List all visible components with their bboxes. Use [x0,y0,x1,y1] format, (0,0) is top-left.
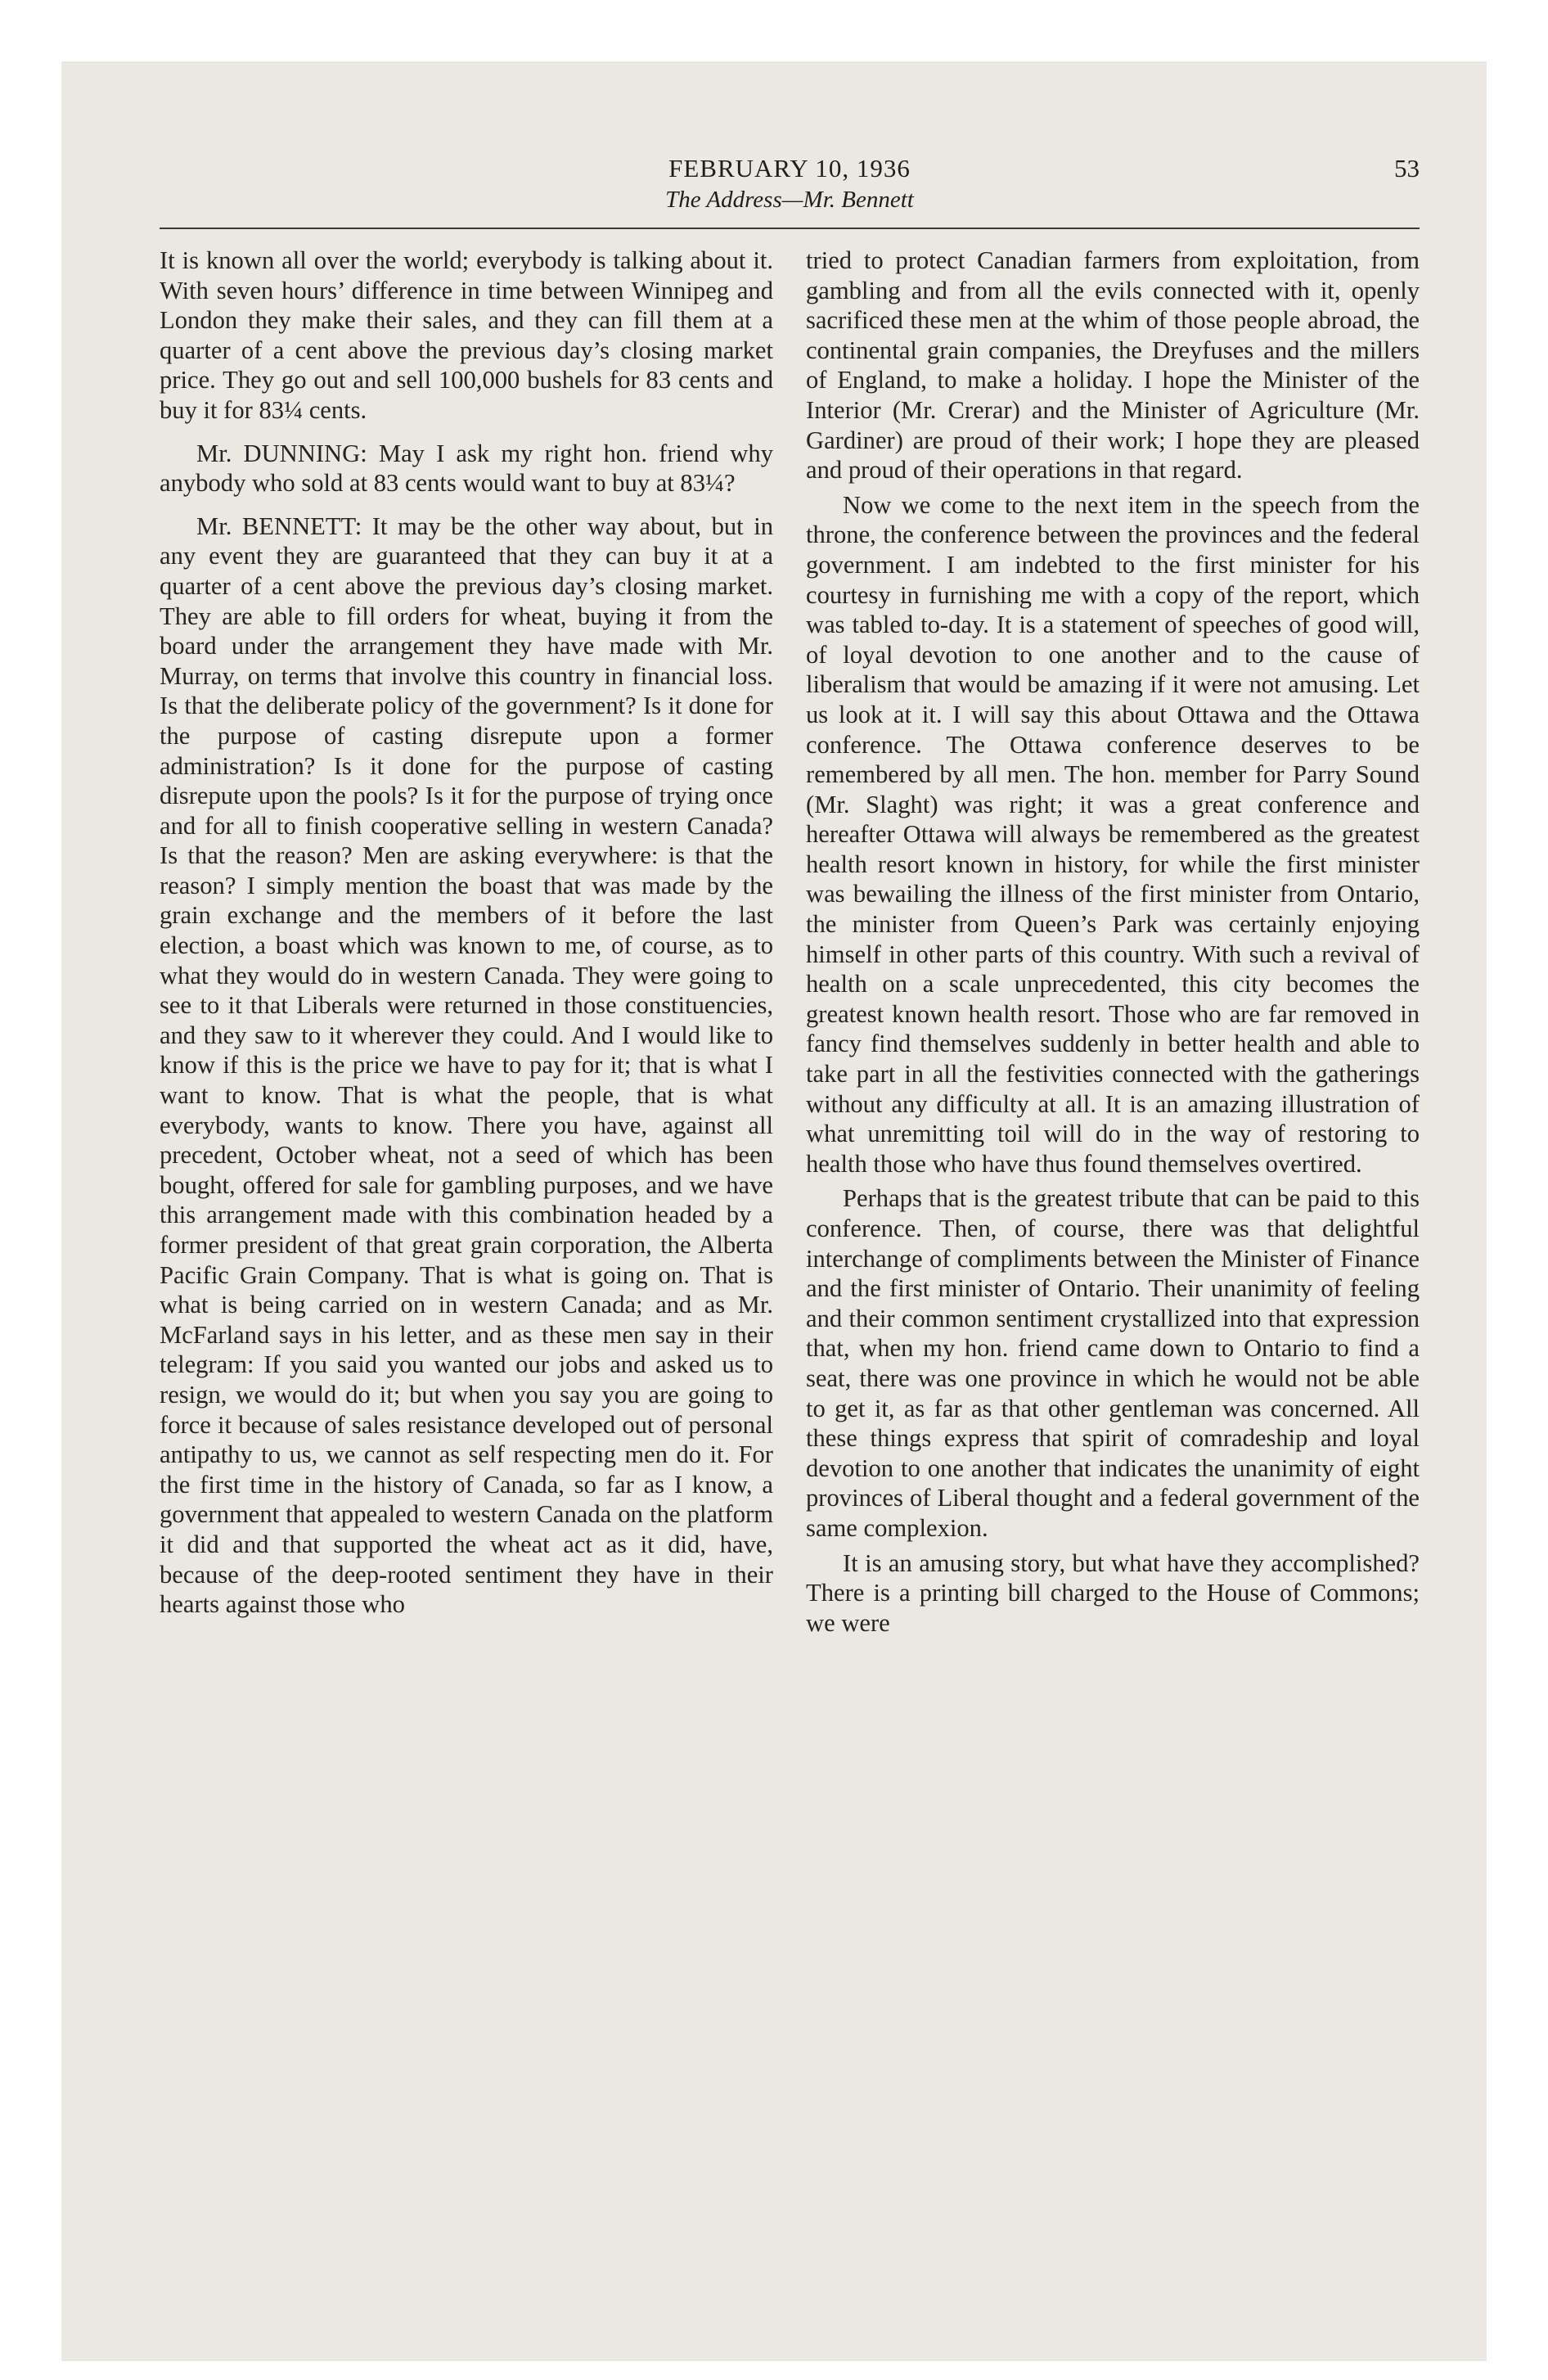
header-rule [160,228,1420,229]
paragraph: It is known all over the world; everybody is talking about it. With seven hours’ difference in time between Winnipeg and London they make their sales, and they can fill them at a quarter of a cent above the previous day’s closing market price. They go out and sell 100,000 bushels for 83 cents and buy it for 83¼ cents. [160,246,773,424]
left-column [160,246,773,1620]
page-header [160,154,1420,228]
paragraph: tried to protect Canadian farmers from exploitation, from gambling and from all the evils connected with it, openly sacrificed these men at the whim of those people abroad, the continental grain companies, the Dreyfuses and the millers of England, to make a holiday. I hope the Minister of the Interior (Mr. Crerar) and the Minister of Agriculture (Mr. Gardiner) are proud of their work; I hope they are pleased and proud of their operations in that regard. [806,246,1420,485]
running-title: The Address—Mr. Bennett [665,187,914,213]
paragraph: Now we come to the next item in the speech from the throne, the conference between the provinces and the federal government. I am indebted to the first minister for his courtesy in furnishing me with a copy of the report, which was tabled to-day. It is a statement of speeches of good will, of loyal devotion to one another and to the cause of liberalism that would be amazing if it were not amusing. Let us look at it. I will say this about Ottawa and the Ottawa conference. The Ottawa conference deserves to be remembered by all men. The hon. member for Parry Sound (Mr. Slaght) was right; it was a great conference and hereafter Ottawa will always be remembered as the greatest health resort known in history, for while the first minister was bewailing the illness of the first minister from Ontario, the minister from Queen’s Park was certainly enjoying himself in other parts of this country. With such a revival of health on a scale unprecedented, this city becomes the greatest known health resort. Those who are far removed in fancy find themselves suddenly in better health and able to take part in all the festivities connected with the gatherings without any difficulty at all. It is an amazing illustration of what unremitting toil will do in the way of restoring to health those who have thus found themselves overtired. [806,490,1420,1178]
paragraph: Perhaps that is the greatest tribute that can be paid to this conference. Then, of course, there was that delightful interchange of compliments between the Minister of Finance and the first minister of Ontario. Their unanimity of feeling and their common sentiment crystallized into that expression that, when my hon. friend came down to Ontario to find a seat, there was one province in which he would not be able to get it, as far as that other gentleman was concerned. All these things express that spirit of comradeship and loyal devotion to one another that indicates the unanimity of eight provinces of Liberal thought and a federal government of the same complexion. [806,1184,1420,1542]
header-date: FEBRUARY 10, 1936 [668,154,911,183]
page-number: 53 [1394,154,1420,183]
right-column [806,246,1420,1638]
paragraph: It is an amusing story, but what have they accomplished? There is a printing bill charged to the House of Commons; we were [806,1548,1420,1637]
paragraph: Mr. DUNNING: May I ask my right hon. friend why anybody who sold at 83 cents would want to buy at 83¼? [160,439,773,498]
paragraph: Mr. BENNETT: It may be the other way about, but in any event they are guaranteed that they can buy it at a quarter of a cent above the previous day’s closing market. They are able to fill orders for wheat, buying it from the board under the arrangement they have made with Mr. Murray, on terms that involve this country in financial loss. Is that the deliberate policy of the government? Is it done for the purpose of casting disrepute upon a former administration? Is it done for the purpose of casting disrepute upon the pools? Is it for the purpose of trying once and for all to finish cooperative selling in western Canada? Is that the reason? Men are asking everywhere: is that the reason? I simply mention the boast that was made by the grain exchange and the members of it before the last election, a boast which was known to me, of course, as to what they would do in western Canada. They were going to see to it that Liberals were returned in those constituencies, and they saw to it wherever they could. And I would like to know if this is the price we have to pay for it; that is what I want to know. That is what the people, that is what everybody, wants to know. There you have, against all precedent, October wheat, not a seed of which has been bought, offered for sale for gambling purposes, and we have this arrangement made with this combination headed by a former president of that great grain corporation, the Alberta Pacific Grain Company. That is what is going on. That is what is being carried on in western Canada; and as Mr. McFarland says in his letter, and as these men say in their telegram: If you said you wanted our jobs and asked us to resign, we would do it; but when you say you are going to force it because of sales resistance developed out of personal antipathy to us, we cannot as self respecting men do it. For the first time in the history of Canada, so far as I know, a government that appealed to western Canada on the platform it did and that supported the wheat act as it did, have, because of the deep-rooted sentiment they have in their hearts against those who [160,512,773,1619]
